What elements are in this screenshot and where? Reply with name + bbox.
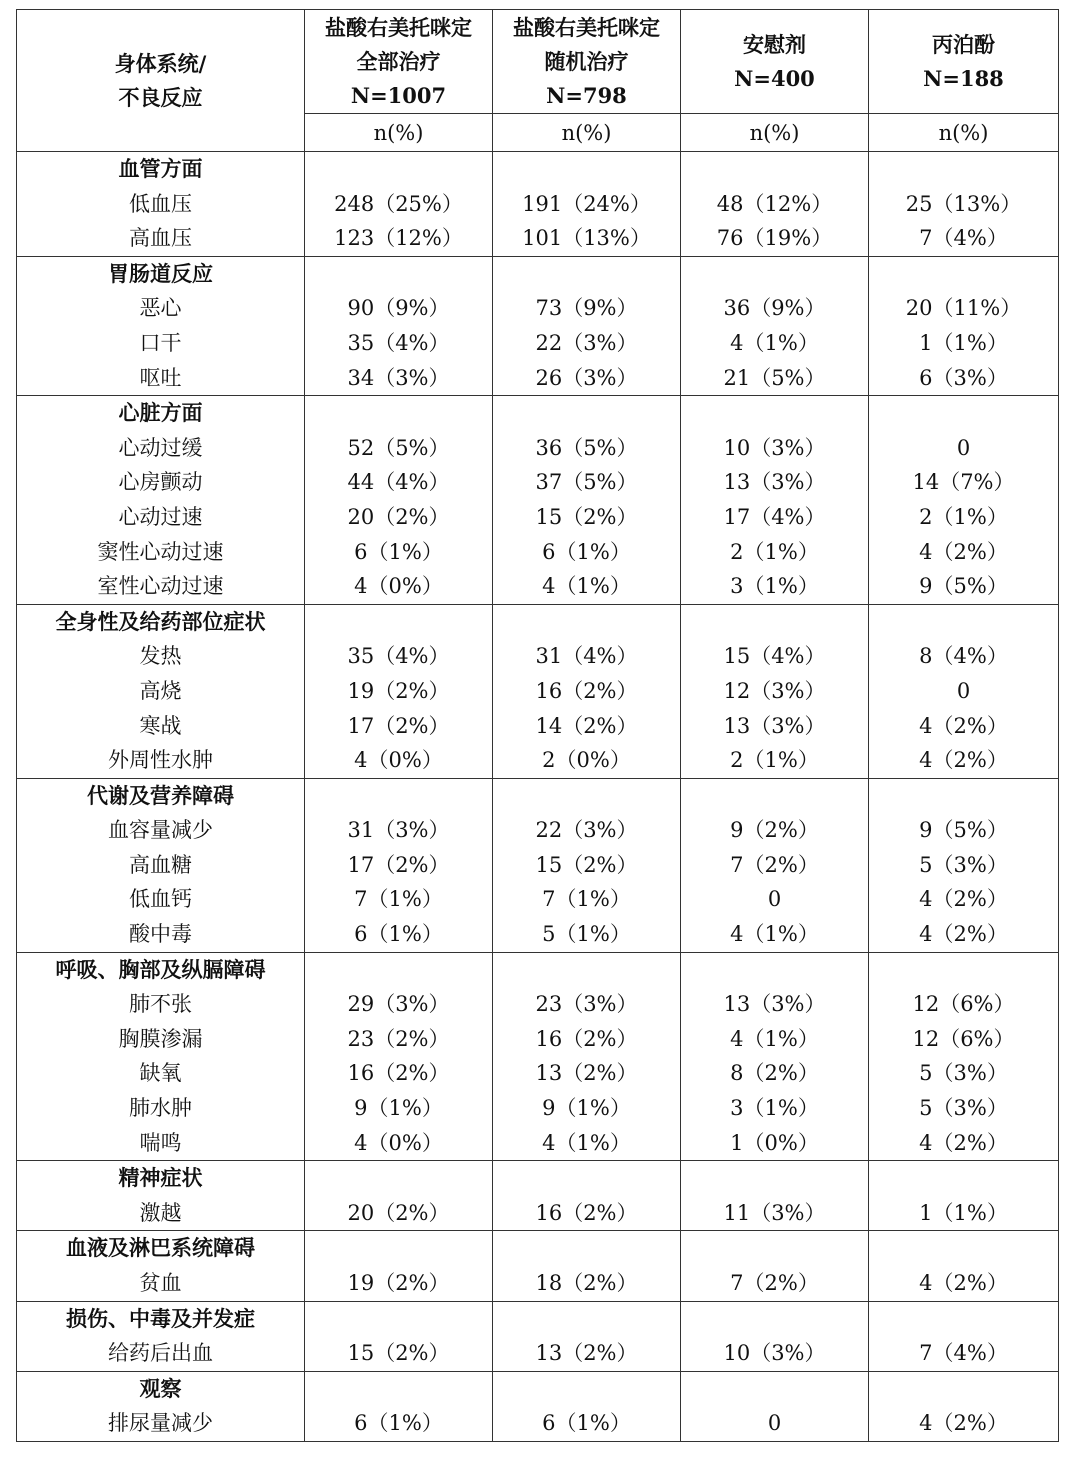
table-header <box>17 10 1059 152</box>
header-line: N=1007 <box>350 82 447 108</box>
reaction-name: 激越 <box>17 1196 305 1231</box>
category-row <box>17 152 1059 187</box>
value-cell: 3（1%） <box>681 1091 869 1126</box>
empty-cell <box>305 778 493 813</box>
value-cell: 4（0%） <box>305 1126 493 1161</box>
table-row <box>17 987 1059 1022</box>
table-row <box>17 813 1059 848</box>
value-cell: 35（4%） <box>305 639 493 674</box>
table-row <box>17 1126 1059 1161</box>
reaction-name: 酸中毒 <box>17 917 305 952</box>
reaction-name: 贫血 <box>17 1266 305 1301</box>
category-row <box>17 952 1059 987</box>
table-row <box>17 709 1059 744</box>
empty-cell <box>305 1231 493 1266</box>
value-cell: 10（3%） <box>681 431 869 466</box>
empty-cell <box>493 152 681 187</box>
table-row <box>17 743 1059 778</box>
header-line: 安慰剂 <box>743 31 806 57</box>
empty-cell <box>493 256 681 291</box>
category-row <box>17 604 1059 639</box>
reaction-name: 呕吐 <box>17 361 305 396</box>
empty-cell <box>681 604 869 639</box>
value-cell: 23（3%） <box>493 987 681 1022</box>
value-cell: 52（5%） <box>305 431 493 466</box>
empty-cell <box>869 1301 1059 1336</box>
header-line: 全部治疗 <box>356 48 441 74</box>
category-label: 代谢及营养障碍 <box>17 778 305 813</box>
empty-cell <box>305 952 493 987</box>
value-cell: 19（2%） <box>305 1266 493 1301</box>
empty-cell <box>681 1161 869 1196</box>
value-cell: 90（9%） <box>305 291 493 326</box>
empty-cell <box>493 604 681 639</box>
value-cell: 19（2%） <box>305 674 493 709</box>
header-col-placebo <box>681 10 869 114</box>
value-cell: 20（2%） <box>305 1196 493 1231</box>
reaction-name: 心动过缓 <box>17 431 305 466</box>
value-cell: 44（4%） <box>305 465 493 500</box>
value-cell: 35（4%） <box>305 326 493 361</box>
table-row <box>17 1056 1059 1091</box>
value-cell: 7（4%） <box>869 221 1059 256</box>
value-cell: 37（5%） <box>493 465 681 500</box>
reaction-name: 室性心动过速 <box>17 569 305 604</box>
value-cell: 6（1%） <box>305 535 493 570</box>
value-cell: 4（1%） <box>681 1022 869 1057</box>
reaction-name: 肺水肿 <box>17 1091 305 1126</box>
empty-cell <box>493 396 681 431</box>
value-cell: 4（2%） <box>869 1266 1059 1301</box>
header-unit: n(%) <box>305 114 493 152</box>
value-cell: 8（4%） <box>869 639 1059 674</box>
value-cell: 4（2%） <box>869 743 1059 778</box>
header-unit: n(%) <box>493 114 681 152</box>
header-line: 随机治疗 <box>544 48 629 74</box>
value-cell: 31（4%） <box>493 639 681 674</box>
value-cell: 5（3%） <box>869 848 1059 883</box>
value-cell: 7（2%） <box>681 1266 869 1301</box>
value-cell: 4（2%） <box>869 882 1059 917</box>
empty-cell <box>305 1371 493 1406</box>
value-cell: 4（1%） <box>493 569 681 604</box>
empty-cell <box>493 1301 681 1336</box>
reaction-name: 缺氧 <box>17 1056 305 1091</box>
reaction-name: 高烧 <box>17 674 305 709</box>
value-cell: 1（1%） <box>869 326 1059 361</box>
empty-cell <box>681 1371 869 1406</box>
table-row <box>17 500 1059 535</box>
value-cell: 12（3%） <box>681 674 869 709</box>
category-label: 胃肠道反应 <box>17 256 305 291</box>
empty-cell <box>681 256 869 291</box>
value-cell: 17（4%） <box>681 500 869 535</box>
header-unit: n(%) <box>869 114 1059 152</box>
value-cell: 6（1%） <box>493 535 681 570</box>
header-unit: n(%) <box>681 114 869 152</box>
table-body <box>17 152 1059 1442</box>
reaction-name: 窦性心动过速 <box>17 535 305 570</box>
value-cell: 15（4%） <box>681 639 869 674</box>
header-col-propofol <box>869 10 1059 114</box>
header-system-line: 身体系统/ <box>114 50 207 76</box>
empty-cell <box>305 396 493 431</box>
empty-cell <box>869 1371 1059 1406</box>
value-cell: 6（1%） <box>305 1406 493 1441</box>
empty-cell <box>681 152 869 187</box>
value-cell: 4（0%） <box>305 743 493 778</box>
value-cell: 9（2%） <box>681 813 869 848</box>
reaction-name: 肺不张 <box>17 987 305 1022</box>
table-row <box>17 535 1059 570</box>
value-cell: 8（2%） <box>681 1056 869 1091</box>
table-row <box>17 569 1059 604</box>
table-row <box>17 1196 1059 1231</box>
reaction-name: 发热 <box>17 639 305 674</box>
value-cell: 17（2%） <box>305 848 493 883</box>
table-row <box>17 1336 1059 1371</box>
value-cell: 5（3%） <box>869 1056 1059 1091</box>
table-row <box>17 291 1059 326</box>
reaction-name: 血容量减少 <box>17 813 305 848</box>
value-cell: 16（2%） <box>493 1196 681 1231</box>
value-cell: 14（7%） <box>869 465 1059 500</box>
empty-cell <box>869 1161 1059 1196</box>
reaction-name: 寒战 <box>17 709 305 744</box>
empty-cell <box>493 1371 681 1406</box>
empty-cell <box>305 1161 493 1196</box>
value-cell: 4（1%） <box>493 1126 681 1161</box>
value-cell: 248（25%） <box>305 187 493 222</box>
empty-cell <box>305 604 493 639</box>
header-col-dex-random <box>493 10 681 114</box>
value-cell: 5（1%） <box>493 917 681 952</box>
value-cell: 9（1%） <box>305 1091 493 1126</box>
value-cell: 4（1%） <box>681 326 869 361</box>
header-system-col <box>17 10 305 152</box>
empty-cell <box>305 1301 493 1336</box>
header-line: N=400 <box>734 65 815 91</box>
category-row <box>17 1371 1059 1406</box>
header-line: 丙泊酚 <box>932 31 995 57</box>
value-cell: 4（1%） <box>681 917 869 952</box>
category-label: 心脏方面 <box>17 396 305 431</box>
value-cell: 12（6%） <box>869 1022 1059 1057</box>
value-cell: 11（3%） <box>681 1196 869 1231</box>
category-label: 观察 <box>17 1371 305 1406</box>
table-row <box>17 361 1059 396</box>
value-cell: 15（2%） <box>493 500 681 535</box>
reaction-name: 恶心 <box>17 291 305 326</box>
reaction-name: 排尿量减少 <box>17 1406 305 1441</box>
empty-cell <box>681 396 869 431</box>
value-cell: 4（2%） <box>869 1406 1059 1441</box>
value-cell: 20（11%） <box>869 291 1059 326</box>
value-cell: 76（19%） <box>681 221 869 256</box>
empty-cell <box>869 152 1059 187</box>
category-label: 血液及淋巴系统障碍 <box>17 1231 305 1266</box>
value-cell: 9（5%） <box>869 569 1059 604</box>
value-cell: 15（2%） <box>305 1336 493 1371</box>
empty-cell <box>305 256 493 291</box>
category-label: 血管方面 <box>17 152 305 187</box>
reaction-name: 心动过速 <box>17 500 305 535</box>
value-cell: 20（2%） <box>305 500 493 535</box>
value-cell: 22（3%） <box>493 813 681 848</box>
value-cell: 22（3%） <box>493 326 681 361</box>
value-cell: 21（5%） <box>681 361 869 396</box>
value-cell: 36（9%） <box>681 291 869 326</box>
value-cell: 18（2%） <box>493 1266 681 1301</box>
table-row <box>17 221 1059 256</box>
value-cell: 23（2%） <box>305 1022 493 1057</box>
header-col-dex-all <box>305 10 493 114</box>
value-cell: 1（1%） <box>869 1196 1059 1231</box>
value-cell: 13（2%） <box>493 1056 681 1091</box>
value-cell: 31（3%） <box>305 813 493 848</box>
value-cell: 16（2%） <box>305 1056 493 1091</box>
value-cell: 4（2%） <box>869 917 1059 952</box>
value-cell: 13（2%） <box>493 1336 681 1371</box>
value-cell: 0 <box>681 882 869 917</box>
reaction-name: 高血压 <box>17 221 305 256</box>
empty-cell <box>869 952 1059 987</box>
empty-cell <box>869 256 1059 291</box>
category-row <box>17 396 1059 431</box>
value-cell: 15（2%） <box>493 848 681 883</box>
value-cell: 123（12%） <box>305 221 493 256</box>
empty-cell <box>305 152 493 187</box>
reaction-name: 外周性水肿 <box>17 743 305 778</box>
category-label: 精神症状 <box>17 1161 305 1196</box>
reaction-name: 低血压 <box>17 187 305 222</box>
value-cell: 2（1%） <box>869 500 1059 535</box>
header-line: N=188 <box>923 65 1004 91</box>
value-cell: 4（0%） <box>305 569 493 604</box>
category-row <box>17 778 1059 813</box>
value-cell: 36（5%） <box>493 431 681 466</box>
empty-cell <box>493 952 681 987</box>
reaction-name: 高血糖 <box>17 848 305 883</box>
empty-cell <box>681 1231 869 1266</box>
adverse-reactions-table <box>16 9 1059 1442</box>
value-cell: 191（24%） <box>493 187 681 222</box>
value-cell: 10（3%） <box>681 1336 869 1371</box>
header-system-line: 不良反应 <box>118 84 203 110</box>
category-row <box>17 1161 1059 1196</box>
value-cell: 2（0%） <box>493 743 681 778</box>
value-cell: 4（2%） <box>869 1126 1059 1161</box>
empty-cell <box>681 1301 869 1336</box>
category-label: 损伤、中毒及并发症 <box>17 1301 305 1336</box>
table-row <box>17 917 1059 952</box>
value-cell: 3（1%） <box>681 569 869 604</box>
value-cell: 25（13%） <box>869 187 1059 222</box>
value-cell: 9（1%） <box>493 1091 681 1126</box>
header-row <box>17 10 1059 114</box>
table-row <box>17 1266 1059 1301</box>
category-row <box>17 1231 1059 1266</box>
reaction-name: 口干 <box>17 326 305 361</box>
table-row <box>17 882 1059 917</box>
category-row <box>17 1301 1059 1336</box>
value-cell: 73（9%） <box>493 291 681 326</box>
table-row <box>17 1091 1059 1126</box>
empty-cell <box>869 1231 1059 1266</box>
value-cell: 6（1%） <box>305 917 493 952</box>
value-cell: 0 <box>681 1406 869 1441</box>
empty-cell <box>869 396 1059 431</box>
value-cell: 101（13%） <box>493 221 681 256</box>
table-row <box>17 326 1059 361</box>
empty-cell <box>493 1231 681 1266</box>
table-row <box>17 187 1059 222</box>
value-cell: 1（0%） <box>681 1126 869 1161</box>
empty-cell <box>493 1161 681 1196</box>
value-cell: 13（3%） <box>681 987 869 1022</box>
empty-cell <box>681 952 869 987</box>
value-cell: 7（1%） <box>305 882 493 917</box>
value-cell: 7（2%） <box>681 848 869 883</box>
value-cell: 14（2%） <box>493 709 681 744</box>
value-cell: 7（1%） <box>493 882 681 917</box>
table-row <box>17 639 1059 674</box>
value-cell: 34（3%） <box>305 361 493 396</box>
reaction-name: 胸膜渗漏 <box>17 1022 305 1057</box>
value-cell: 5（3%） <box>869 1091 1059 1126</box>
value-cell: 2（1%） <box>681 743 869 778</box>
value-cell: 0 <box>869 431 1059 466</box>
reaction-name: 心房颤动 <box>17 465 305 500</box>
value-cell: 29（3%） <box>305 987 493 1022</box>
reaction-name: 喘鸣 <box>17 1126 305 1161</box>
reaction-name: 给药后出血 <box>17 1336 305 1371</box>
value-cell: 2（1%） <box>681 535 869 570</box>
value-cell: 0 <box>869 674 1059 709</box>
table-row <box>17 1022 1059 1057</box>
header-line: 盐酸右美托咪定 <box>325 14 472 40</box>
header-line: N=798 <box>546 82 627 108</box>
header-line: 盐酸右美托咪定 <box>513 14 660 40</box>
category-label: 呼吸、胸部及纵膈障碍 <box>17 952 305 987</box>
table-row <box>17 848 1059 883</box>
empty-cell <box>681 778 869 813</box>
empty-cell <box>869 604 1059 639</box>
value-cell: 13（3%） <box>681 465 869 500</box>
reaction-name: 低血钙 <box>17 882 305 917</box>
value-cell: 16（2%） <box>493 674 681 709</box>
empty-cell <box>869 778 1059 813</box>
empty-cell <box>493 778 681 813</box>
value-cell: 4（2%） <box>869 535 1059 570</box>
value-cell: 48（12%） <box>681 187 869 222</box>
value-cell: 6（1%） <box>493 1406 681 1441</box>
table-row <box>17 1406 1059 1441</box>
value-cell: 12（6%） <box>869 987 1059 1022</box>
table-row <box>17 465 1059 500</box>
value-cell: 4（2%） <box>869 709 1059 744</box>
category-label: 全身性及给药部位症状 <box>17 604 305 639</box>
value-cell: 13（3%） <box>681 709 869 744</box>
value-cell: 16（2%） <box>493 1022 681 1057</box>
value-cell: 17（2%） <box>305 709 493 744</box>
category-row <box>17 256 1059 291</box>
value-cell: 6（3%） <box>869 361 1059 396</box>
value-cell: 9（5%） <box>869 813 1059 848</box>
table-row <box>17 674 1059 709</box>
table-row <box>17 431 1059 466</box>
value-cell: 26（3%） <box>493 361 681 396</box>
value-cell: 7（4%） <box>869 1336 1059 1371</box>
